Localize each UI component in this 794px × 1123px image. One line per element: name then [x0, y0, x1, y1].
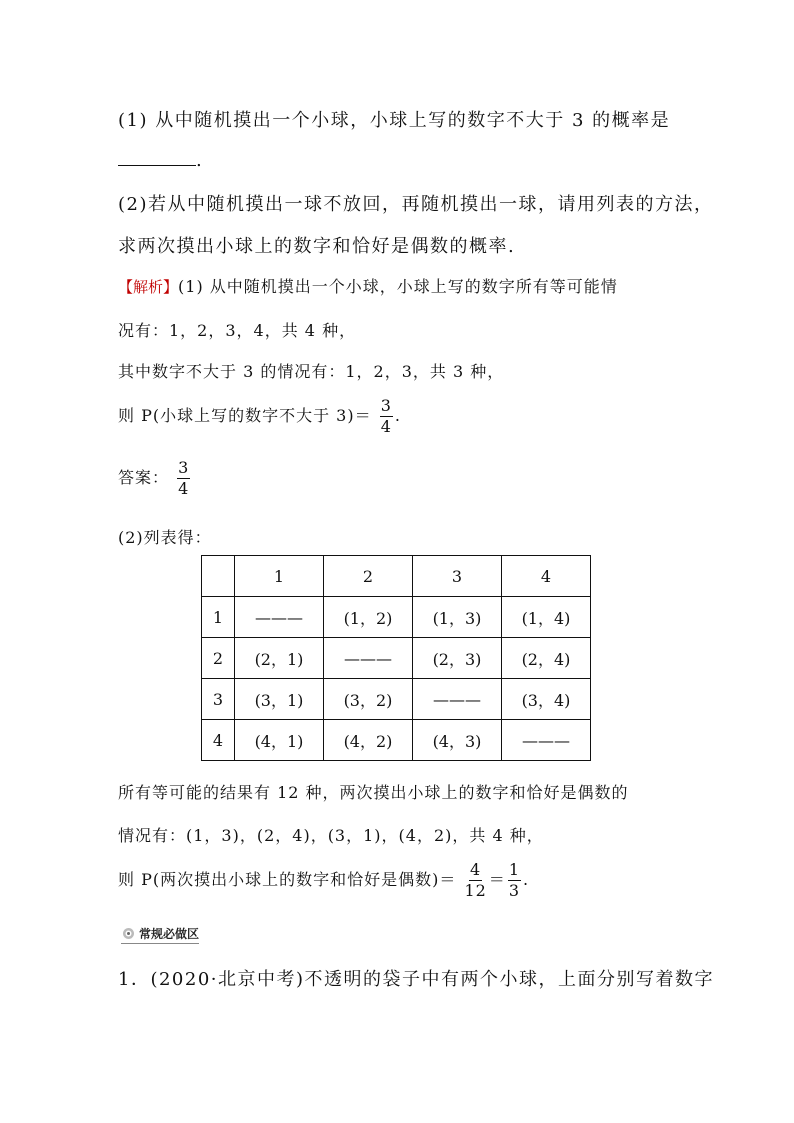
fraction: $\frac{3}{4}$	[380, 396, 392, 436]
table-cell: (4，3)	[413, 720, 502, 761]
question-part1-text: (1) 从中随机摸出一个小球，小球上写的数字不大于 3 的概率是	[118, 110, 671, 131]
solution-line3: 其中数字不大于 3 的情况有：1，2，3，共 3 种，	[118, 362, 505, 381]
table-row	[202, 720, 591, 761]
next-question: 1．(2020·北京中考)不透明的袋子中有两个小球，上面分别写着数字	[118, 969, 715, 990]
table-cell	[202, 556, 235, 597]
solution-tag: 【解析】	[118, 278, 179, 296]
table-cell: (1，3)	[413, 597, 502, 638]
table-cell: 2	[202, 638, 235, 679]
flower-icon	[121, 927, 136, 940]
table-row	[202, 597, 591, 638]
table-cell: (3，4)	[502, 679, 591, 720]
table-cell: (3，2)	[324, 679, 413, 720]
question-part2-line2: 求两次摸出小球上的数字和恰好是偶数的概率.	[118, 236, 516, 257]
table-cell: ———	[324, 638, 413, 679]
table-cell: 3	[202, 679, 235, 720]
answer-fraction: $\frac{3}{4}$	[178, 458, 190, 498]
fraction: $\frac{1}{3}$	[508, 860, 520, 900]
answer-blank	[118, 151, 196, 166]
table-cell: 1	[235, 556, 324, 597]
solution-line2: 况有：1，2，3，4，共 4 种，	[118, 321, 357, 340]
table-cell: (4，1)	[235, 720, 324, 761]
section-header	[121, 925, 199, 944]
table-cell: (2，4)	[502, 638, 591, 679]
table-row	[202, 638, 591, 679]
question-part1	[118, 106, 670, 132]
table-cell: 4	[502, 556, 591, 597]
answer-blank-line: .	[118, 150, 203, 171]
table-cell: (1，4)	[502, 597, 591, 638]
table-row	[202, 679, 591, 720]
solution2-line2: 情况有：(1，3)，(2，4)，(3，1)，(4，2)，共 4 种，	[118, 826, 544, 845]
table-cell: (1，2)	[324, 597, 413, 638]
answer-line: 答案： $\frac{3}{4}$	[118, 458, 190, 498]
table-header-row	[202, 556, 591, 597]
solution2-line1: 所有等可能的结果有 12 种，两次摸出小球上的数字和恰好是偶数的	[118, 783, 629, 802]
table-cell: 3	[413, 556, 502, 597]
table-cell: 2	[324, 556, 413, 597]
table-cell: 1	[202, 597, 235, 638]
table-cell: ———	[235, 597, 324, 638]
table-cell: ———	[502, 720, 591, 761]
table-cell: (4，2)	[324, 720, 413, 761]
table-cell: (2，3)	[413, 638, 502, 679]
solution-line4: 则 P(小球上写的数字不大于 3)＝ $\frac{3}{4}$ .	[118, 396, 401, 436]
question-part2-line1: (2)若从中随机摸出一球不放回，再随机摸出一球，请用列表的方法，	[118, 194, 714, 215]
table-intro: (2)列表得：	[118, 528, 212, 547]
table-cell: (3，1)	[235, 679, 324, 720]
outcome-table	[201, 555, 591, 761]
table-cell: 4	[202, 720, 235, 761]
table-cell: (2，1)	[235, 638, 324, 679]
solution2-line3: 则 P(两次摸出小球上的数字和恰好是偶数)＝ $\frac{4}{12}$ ＝ $\frac{1}{3}$ .	[118, 860, 530, 900]
solution-line1: 【解析】(1) 从中随机摸出一个小球，小球上写的数字所有等可能情	[118, 277, 618, 296]
section-label: 常规必做区	[139, 927, 200, 941]
table-cell: ———	[413, 679, 502, 720]
fraction: $\frac{4}{12}$	[464, 860, 487, 900]
